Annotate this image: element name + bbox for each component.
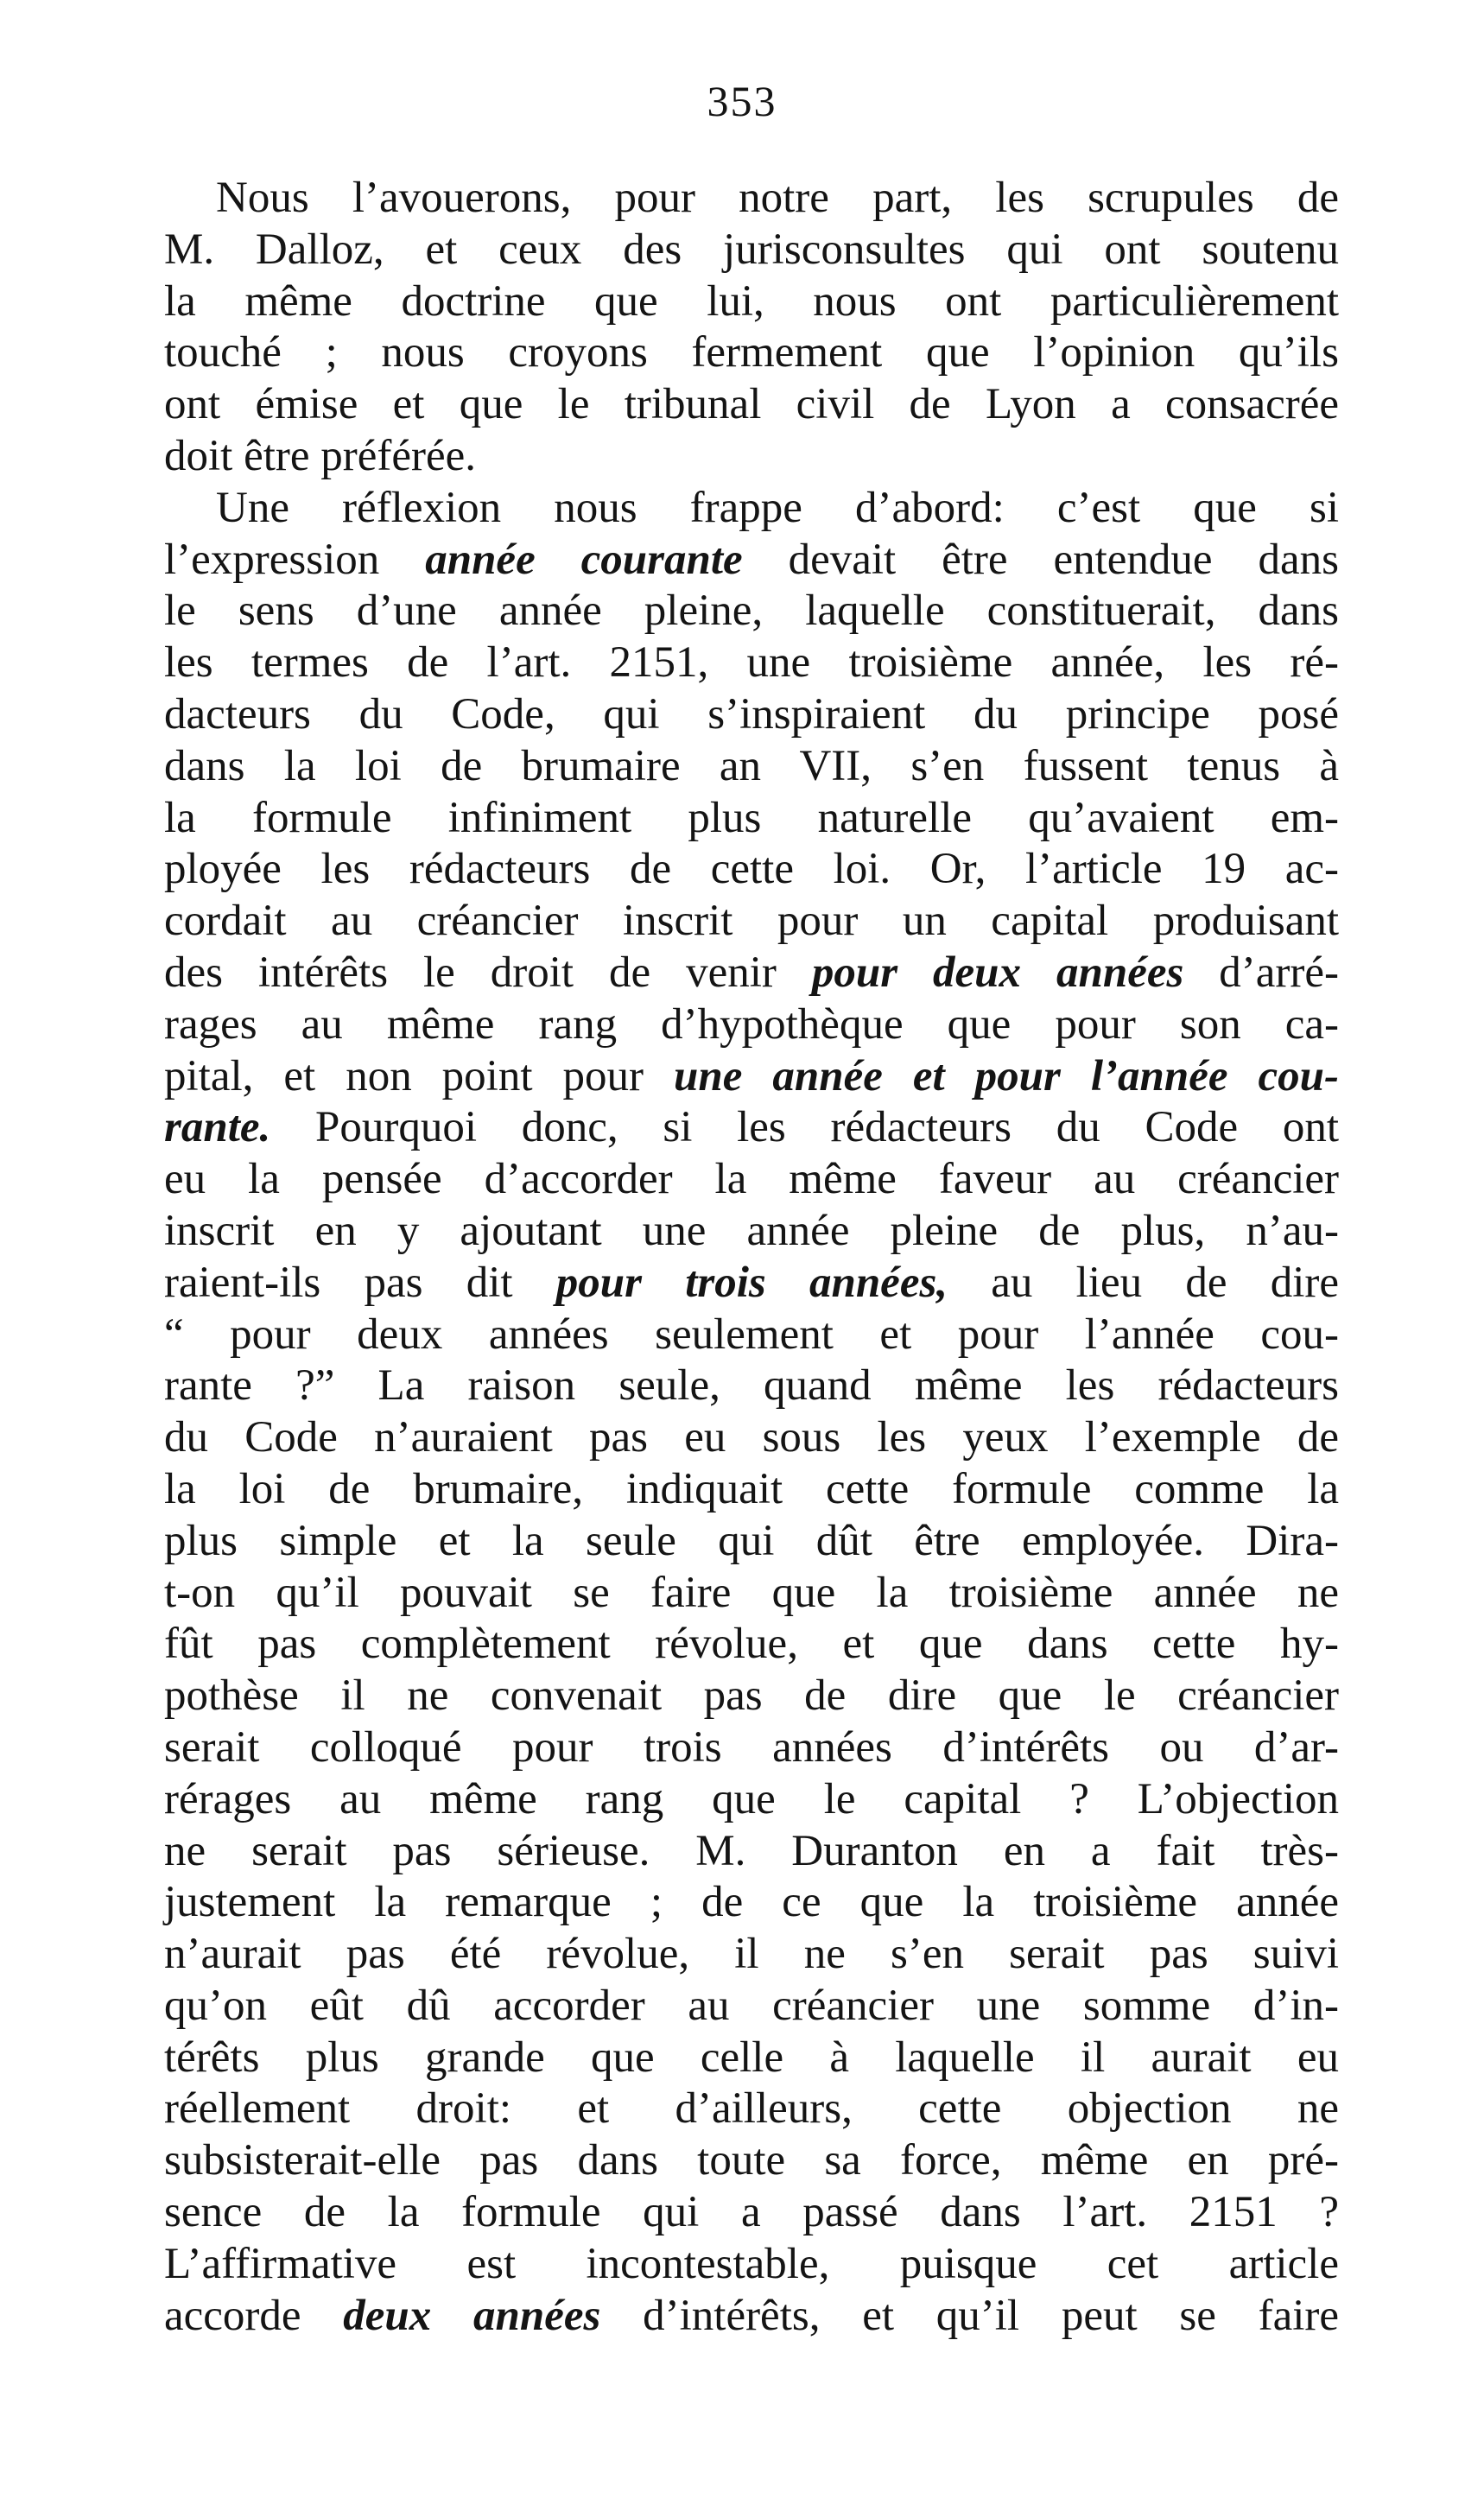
- text-run: touché ; nous croyons fermement que l’opinion qu’ils: [164, 328, 1339, 377]
- text-run: la loi de brumaire, indiquait cette formule comme la: [164, 1464, 1339, 1513]
- text-line: [164, 2135, 1339, 2187]
- text-run: rérages au même rang que le capital ? L’objection: [164, 1774, 1339, 1823]
- text-run: inscrit en y ajoutant une année pleine de plus, n’au-: [164, 1206, 1339, 1255]
- italic-run: année courante: [425, 535, 743, 584]
- text-run: d’intérêts, et qu’il peut se faire: [600, 2291, 1339, 2340]
- text-line: [164, 2033, 1339, 2084]
- text-line: [164, 1360, 1339, 1412]
- text-run: au lieu de dire: [948, 1258, 1339, 1307]
- paragraph: [164, 483, 1339, 2343]
- text-line: [164, 896, 1339, 948]
- text-line: [164, 1722, 1339, 1774]
- text-run: Une réflexion nous frappe d’abord: c’est que si: [216, 483, 1339, 532]
- text-run: plus simple et la seule qui dût être employée. Dira-: [164, 1516, 1339, 1565]
- text-run: cordait au créancier inscrit pour un capital produisant: [164, 897, 1339, 946]
- text-line: [164, 1051, 1339, 1103]
- text-run: subsisterait-elle pas dans toute sa force, même en pré-: [164, 2136, 1339, 2185]
- text-line: [164, 327, 1339, 379]
- text-line: [164, 535, 1339, 587]
- body-text: [164, 173, 1339, 2342]
- text-line: [164, 1826, 1339, 1878]
- italic-run: pour deux années: [811, 948, 1184, 997]
- text-line: [164, 1619, 1339, 1671]
- text-run: ne serait pas sérieuse. M. Duranton en a fait très-: [164, 1826, 1339, 1875]
- italic-run: rante.: [164, 1103, 271, 1152]
- text-line: [164, 379, 1339, 431]
- text-run: eu la pensée d’accorder la même faveur au créancier: [164, 1155, 1339, 1204]
- text-run: dans la loi de brumaire an VII, s’en fussent tenus à: [164, 741, 1339, 790]
- text-line: [164, 1981, 1339, 2033]
- text-line: [164, 1929, 1339, 1981]
- text-run: L’affirmative est incontestable, puisque cet article: [164, 2239, 1339, 2288]
- text-line: [164, 483, 1339, 535]
- text-run: le sens d’une année pleine, laquelle constituerait, dans: [164, 587, 1339, 636]
- italic-run: une année et pour l’année cou-: [674, 1051, 1339, 1100]
- text-line: [164, 1516, 1339, 1568]
- text-run: serait colloqué pour trois années d’intérêts ou d’ar-: [164, 1722, 1339, 1772]
- text-line: [164, 1206, 1339, 1258]
- text-line: [164, 431, 1339, 483]
- text-line: [164, 1464, 1339, 1516]
- text-run: ployée les rédacteurs de cette loi. Or, l’article 19 ac-: [164, 845, 1339, 894]
- text-line: [164, 793, 1339, 845]
- text-line: [164, 1774, 1339, 1826]
- italic-run: pour trois années,: [555, 1258, 948, 1307]
- text-line: [164, 1671, 1339, 1722]
- text-run: doit être préférée.: [164, 431, 477, 480]
- text-line: [164, 637, 1339, 689]
- text-line: [164, 1102, 1339, 1154]
- text-line: [164, 1568, 1339, 1620]
- text-run: térêts plus grande que celle à laquelle il aurait eu: [164, 2033, 1339, 2082]
- text-line: [164, 1258, 1339, 1310]
- text-line: [164, 2187, 1339, 2239]
- text-run: l’expression: [164, 535, 426, 584]
- text-run: dacteurs du Code, qui s’inspiraient du principe posé: [164, 689, 1339, 739]
- text-line: [164, 1412, 1339, 1464]
- text-run: pital, et non point pour: [164, 1051, 674, 1100]
- text-line: [164, 1154, 1339, 1206]
- text-run: la formule infiniment plus naturelle qu’avaient em-: [164, 793, 1339, 842]
- text-line: [164, 844, 1339, 896]
- text-line: [164, 948, 1339, 999]
- text-line: [164, 173, 1339, 225]
- italic-run: deux années: [343, 2291, 601, 2340]
- text-run: des intérêts le droit de venir: [164, 948, 812, 997]
- text-run: raient-ils pas dit: [164, 1258, 556, 1307]
- text-line: [164, 2083, 1339, 2135]
- page-number: 353: [707, 77, 777, 125]
- text-line: [164, 689, 1339, 741]
- text-line: [164, 225, 1339, 276]
- text-run: t-on qu’il pouvait se faire que la troisième année ne: [164, 1568, 1339, 1617]
- text-run: M. Dalloz, et ceux des jurisconsultes qui ont soutenu: [164, 225, 1339, 274]
- text-run: qu’on eût dû accorder au créancier une somme d’in-: [164, 1981, 1339, 2030]
- text-line: [164, 276, 1339, 328]
- text-line: [164, 1877, 1339, 1929]
- text-run: rante ?” La raison seule, quand même les rédacteurs: [164, 1361, 1339, 1411]
- text-line: [164, 2239, 1339, 2291]
- text-run: rages au même rang d’hypothèque que pour son ca-: [164, 999, 1339, 1049]
- paragraph: [164, 173, 1339, 483]
- text-run: pothèse il ne convenait pas de dire que le créancier: [164, 1671, 1339, 1721]
- text-run: accorde: [164, 2291, 344, 2340]
- text-run: ont émise et que le tribunal civil de Lyon a consacrée: [164, 380, 1339, 429]
- text-run: devait être entendue dans: [742, 535, 1339, 584]
- text-run: réellement droit: et d’ailleurs, cette objection ne: [164, 2084, 1339, 2134]
- text-run: sence de la formule qui a passé dans l’art. 2151 ?: [164, 2188, 1339, 2237]
- text-line: [164, 741, 1339, 793]
- text-run: la même doctrine que lui, nous ont particulièrement: [164, 276, 1339, 326]
- text-run: du Code n’auraient pas eu sous les yeux l’exemple de: [164, 1413, 1339, 1462]
- text-line: [164, 1310, 1339, 1361]
- text-run: Nous l’avouerons, pour notre part, les scrupules de: [216, 174, 1339, 222]
- text-run: fût pas complètement révolue, et que dans cette hy-: [164, 1620, 1339, 1669]
- text-run: justement la remarque ; de ce que la troisième année: [164, 1878, 1339, 1927]
- text-run: Pourquoi donc, si les rédacteurs du Code ont: [270, 1103, 1339, 1152]
- text-line: [164, 586, 1339, 637]
- text-run: “ pour deux années seulement et pour l’année cou-: [164, 1310, 1339, 1359]
- text-line: [164, 999, 1339, 1051]
- text-run: les termes de l’art. 2151, une troisième année, les ré-: [164, 638, 1339, 688]
- text-line: [164, 2291, 1339, 2343]
- text-run: d’arré-: [1183, 948, 1339, 997]
- text-run: n’aurait pas été révolue, il ne s’en serait pas suivi: [164, 1930, 1339, 1979]
